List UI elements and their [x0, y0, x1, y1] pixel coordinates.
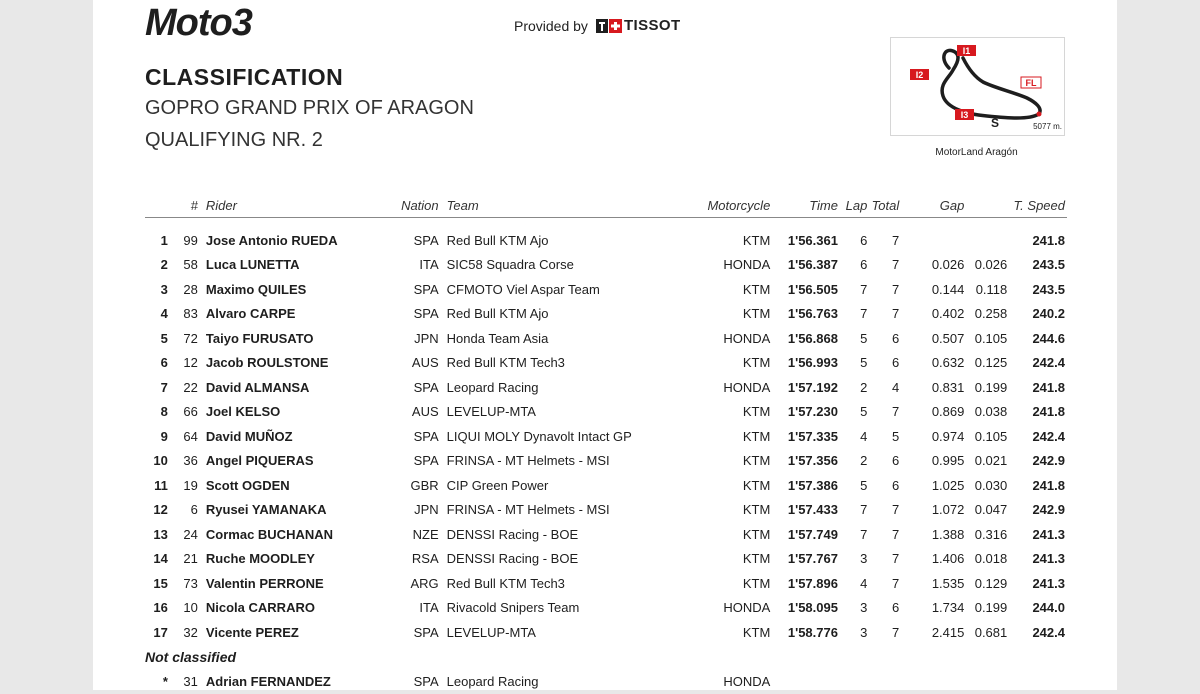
number-cell: 10: [183, 600, 198, 616]
svg-text:I1: I1: [962, 46, 971, 56]
gap-prev-cell: 0.105: [974, 330, 1008, 346]
total-cell: 7: [892, 306, 900, 322]
time-cell: 1'56.361: [787, 232, 838, 248]
motorcycle-cell: KTM: [742, 502, 771, 518]
number-cell: 64: [183, 428, 198, 444]
table-row: [145, 473, 1067, 498]
table-row: [145, 277, 1067, 302]
table-row: [145, 449, 1067, 474]
table-row: [145, 571, 1067, 596]
lap-cell: 5: [860, 477, 868, 493]
time-cell: 1'57.386: [787, 477, 838, 493]
rider-cell: David MUÑOZ: [205, 428, 293, 444]
time-cell: 1'58.776: [787, 624, 838, 640]
classification-table: [145, 193, 1067, 694]
total-cell: 7: [892, 502, 900, 518]
motorcycle-cell: KTM: [742, 232, 771, 248]
team-cell: LEVELUP-MTA: [446, 404, 536, 420]
gap-first-cell: 0.995: [931, 453, 965, 469]
total-cell: 6: [892, 600, 900, 616]
nation-cell: SPA: [413, 232, 439, 248]
motorcycle-cell: KTM: [742, 575, 771, 591]
session-name: QUALIFYING NR. 2: [145, 129, 323, 151]
svg-text:I2: I2: [915, 70, 924, 80]
gap-prev-cell: 0.129: [974, 575, 1008, 591]
gap-first-cell: 0.507: [931, 330, 965, 346]
gap-first-cell: 0.632: [931, 355, 965, 371]
nation-cell: ITA: [419, 600, 439, 616]
gap-first-cell: 1.406: [931, 551, 965, 567]
number-cell: 73: [183, 575, 198, 591]
motorcycle-cell: HONDA: [723, 257, 771, 273]
table-row: [145, 522, 1067, 547]
rider-cell: Nicola CARRARO: [205, 600, 315, 616]
col-team: Team: [441, 193, 681, 218]
gap-first-cell: 1.025: [931, 477, 965, 493]
motorcycle-cell: KTM: [742, 428, 771, 444]
number-cell: 28: [183, 281, 198, 297]
motorcycle-cell: HONDA: [723, 330, 771, 346]
time-cell: 1'57.767: [787, 551, 838, 567]
rider-cell: Luca LUNETTA: [205, 257, 300, 273]
number-cell: 31: [183, 673, 198, 689]
lap-cell: 3: [860, 600, 868, 616]
rider-cell: Maximo QUILES: [205, 281, 307, 297]
total-cell: 7: [892, 404, 900, 420]
lap-cell: 3: [860, 624, 868, 640]
time-cell: 1'57.230: [787, 404, 838, 420]
nation-cell: JPN: [414, 502, 439, 518]
team-cell: DENSSI Racing - BOE: [446, 526, 579, 542]
team-cell: LEVELUP-MTA: [446, 624, 536, 640]
lap-cell: 7: [860, 281, 868, 297]
motorcycle-cell: KTM: [742, 453, 771, 469]
col-time: Time: [772, 193, 840, 218]
gap-prev-cell: 0.047: [974, 502, 1008, 518]
gap-first-cell: 0.026: [931, 257, 965, 273]
number-cell: 83: [183, 306, 198, 322]
col-gap: Gap: [901, 193, 966, 218]
top-speed-cell: 240.2: [1032, 306, 1065, 322]
col-top-speed: T. Speed: [1009, 193, 1067, 218]
rider-cell: Taiyo FURUSATO: [205, 330, 314, 346]
position-cell: 7: [160, 379, 168, 395]
top-speed-cell: 244.6: [1032, 330, 1065, 346]
time-cell: 1'58.095: [787, 600, 838, 616]
svg-text:5077 m.: 5077 m.: [1033, 122, 1062, 131]
lap-cell: 5: [860, 355, 868, 371]
lap-cell: 5: [860, 330, 868, 346]
rider-cell: Scott OGDEN: [205, 477, 290, 493]
time-cell: 1'57.335: [787, 428, 838, 444]
table-row: [145, 424, 1067, 449]
col-number: #: [170, 193, 200, 218]
motorcycle-cell: KTM: [742, 551, 771, 567]
page-title: CLASSIFICATION: [145, 64, 344, 90]
lap-cell: 5: [860, 404, 868, 420]
lap-cell: 2: [860, 379, 868, 395]
nation-cell: SPA: [413, 281, 439, 297]
nation-cell: SPA: [413, 306, 439, 322]
position-cell: 5: [160, 330, 168, 346]
gap-prev-cell: 0.199: [974, 379, 1008, 395]
position-cell: 6: [160, 355, 168, 371]
team-cell: FRINSA - MT Helmets - MSI: [446, 502, 610, 518]
team-cell: Red Bull KTM Ajo: [446, 306, 549, 322]
position-cell: 8: [160, 404, 168, 420]
gap-prev-cell: [966, 228, 1009, 253]
team-cell: Leopard Racing: [446, 379, 539, 395]
gap-prev-cell: 0.199: [974, 600, 1008, 616]
nation-cell: GBR: [410, 477, 439, 493]
rider-cell: Valentin PERRONE: [205, 575, 324, 591]
position-cell: 4: [160, 306, 168, 322]
position-cell: 1: [160, 232, 168, 248]
number-cell: 19: [183, 477, 198, 493]
total-cell: 5: [892, 428, 900, 444]
top-speed-cell: 242.4: [1032, 624, 1065, 640]
gap-prev-cell: 0.026: [974, 257, 1008, 273]
rider-cell: Cormac BUCHANAN: [205, 526, 334, 542]
total-cell: 6: [892, 453, 900, 469]
position-cell: 3: [160, 281, 168, 297]
rider-cell: Angel PIQUERAS: [205, 453, 314, 469]
position-cell: 17: [153, 624, 168, 640]
table-row: [145, 547, 1067, 572]
gap-first-cell: 0.144: [931, 281, 965, 297]
nation-cell: SPA: [413, 673, 439, 689]
time-cell: 1'57.433: [787, 502, 838, 518]
rider-cell: Adrian FERNANDEZ: [205, 673, 331, 689]
nation-cell: AUS: [411, 404, 439, 420]
time-cell: 1'56.505: [787, 281, 838, 297]
team-cell: FRINSA - MT Helmets - MSI: [446, 453, 610, 469]
lap-cell: 7: [860, 526, 868, 542]
gap-prev-cell: 0.118: [975, 281, 1008, 297]
gap-prev-cell: 0.258: [974, 306, 1008, 322]
rider-cell: Jose Antonio RUEDA: [205, 232, 338, 248]
table-row: [145, 228, 1067, 253]
time-cell: 1'56.763: [787, 306, 838, 322]
time-cell: 1'56.387: [787, 257, 838, 273]
number-cell: 6: [190, 502, 198, 518]
total-cell: 7: [892, 526, 900, 542]
gap-first-cell: 1.072: [931, 502, 965, 518]
motorcycle-cell: HONDA: [723, 379, 771, 395]
event-name: GOPRO GRAND PRIX OF ARAGON: [145, 97, 474, 119]
time-cell: 1'57.749: [787, 526, 838, 542]
not-classified-label: Not classified: [145, 648, 237, 665]
total-cell: 6: [892, 330, 900, 346]
nation-cell: SPA: [413, 624, 439, 640]
top-speed-cell: 242.4: [1032, 428, 1065, 444]
gap-prev-cell: 0.030: [974, 477, 1008, 493]
svg-text:FL: FL: [1025, 78, 1037, 88]
gap-first-cell: 2.415: [931, 624, 965, 640]
sponsor-line: [514, 17, 681, 34]
svg-text:Moto3: Moto3: [145, 4, 252, 42]
tissot-logo-icon: [596, 19, 622, 33]
number-cell: 24: [183, 526, 198, 542]
time-cell: 1'57.356: [787, 453, 838, 469]
provided-by-text: Provided by: [514, 17, 588, 34]
lap-cell: 6: [860, 257, 868, 273]
lap-cell: 2: [860, 453, 868, 469]
number-cell: 32: [183, 624, 198, 640]
nation-cell: SPA: [413, 453, 439, 469]
lap-cell: 7: [860, 306, 868, 322]
team-cell: CIP Green Power: [446, 477, 549, 493]
gap-prev-cell: 0.021: [974, 453, 1008, 469]
col-gap-prev: [966, 193, 1009, 218]
gap-prev-cell: 0.681: [974, 624, 1008, 640]
motorcycle-cell: KTM: [742, 404, 771, 420]
top-speed-cell: 242.4: [1032, 355, 1065, 371]
gap-prev-cell: 0.105: [974, 428, 1008, 444]
time-cell: 1'57.192: [787, 379, 838, 395]
lap-cell: 6: [860, 232, 868, 248]
nation-cell: AUS: [411, 355, 439, 371]
top-speed-cell: 241.8: [1032, 379, 1065, 395]
number-cell: 72: [183, 330, 198, 346]
number-cell: 36: [183, 453, 198, 469]
table-row: [145, 596, 1067, 621]
nation-cell: SPA: [413, 379, 439, 395]
nation-cell: ITA: [419, 257, 439, 273]
rider-cell: Ryusei YAMANAKA: [205, 502, 327, 518]
rider-cell: Ruche MOODLEY: [205, 551, 315, 567]
gap-prev-cell: 0.018: [974, 551, 1008, 567]
team-cell: Leopard Racing: [446, 673, 539, 689]
gap-prev-cell: 0.125: [974, 355, 1008, 371]
position-cell: 14: [153, 551, 168, 567]
table-row: [145, 620, 1067, 645]
number-cell: 58: [183, 257, 198, 273]
number-cell: 22: [183, 379, 198, 395]
number-cell: 66: [183, 404, 198, 420]
circuit-map-icon: [891, 38, 1064, 135]
top-speed-cell: 242.9: [1032, 453, 1065, 469]
rider-cell: Jacob ROULSTONE: [205, 355, 329, 371]
total-cell: 7: [892, 257, 900, 273]
top-speed-cell: 241.8: [1032, 404, 1065, 420]
top-speed-cell: 241.8: [1032, 232, 1065, 248]
col-nation: Nation: [387, 193, 441, 218]
nation-cell: JPN: [414, 330, 439, 346]
motorcycle-cell: HONDA: [723, 600, 771, 616]
table-header: [145, 193, 1067, 218]
rider-cell: David ALMANSA: [205, 379, 310, 395]
motorcycle-cell: KTM: [742, 624, 771, 640]
nation-cell: ARG: [410, 575, 439, 591]
col-rider: Rider: [200, 193, 387, 218]
gap-prev-cell: 0.316: [974, 526, 1008, 542]
table-row: [145, 302, 1067, 327]
motorcycle-cell: KTM: [742, 355, 771, 371]
team-cell: Red Bull KTM Tech3: [446, 355, 565, 371]
top-speed-cell: 243.5: [1032, 281, 1065, 297]
position-cell: 11: [154, 477, 168, 493]
nation-cell: SPA: [413, 428, 439, 444]
top-speed-cell: 241.8: [1032, 477, 1065, 493]
top-speed-cell: 241.3: [1032, 551, 1065, 567]
rider-cell: Alvaro CARPE: [205, 306, 296, 322]
position-cell: 12: [153, 502, 168, 518]
gap-first-cell: 0.869: [931, 404, 965, 420]
position-cell: 10: [153, 453, 168, 469]
gap-prev-cell: 0.038: [974, 404, 1008, 420]
not-classified-header: [145, 645, 1067, 670]
position-cell: 13: [153, 526, 168, 542]
total-cell: 6: [892, 355, 900, 371]
total-cell: 6: [892, 477, 900, 493]
total-cell: 7: [892, 575, 900, 591]
svg-text:I3: I3: [960, 110, 969, 120]
gap-first-cell: 1.535: [931, 575, 965, 591]
total-cell: 7: [892, 551, 900, 567]
number-cell: 99: [183, 232, 198, 248]
top-speed-cell: 241.3: [1032, 526, 1065, 542]
table-row: [145, 326, 1067, 351]
total-cell: 4: [892, 379, 900, 395]
team-cell: Red Bull KTM Ajo: [446, 232, 549, 248]
lap-cell: 3: [860, 551, 868, 567]
table-row: [145, 375, 1067, 400]
number-cell: 12: [183, 355, 198, 371]
sponsor-name: TISSOT: [623, 17, 681, 34]
gap-first-cell: 1.388: [931, 526, 965, 542]
table-row: [145, 253, 1067, 278]
rider-cell: Vicente PEREZ: [205, 624, 299, 640]
table-row: [145, 351, 1067, 376]
top-speed-cell: 244.0: [1032, 600, 1065, 616]
team-cell: CFMOTO Viel Aspar Team: [446, 281, 600, 297]
col-lap: Lap: [840, 193, 869, 218]
gap-first-cell: [901, 228, 966, 253]
gap-first-cell: 0.974: [931, 428, 965, 444]
gap-first-cell: 0.402: [931, 306, 965, 322]
motorcycle-cell: KTM: [742, 281, 771, 297]
total-cell: 7: [892, 232, 900, 248]
team-cell: Rivacold Snipers Team: [446, 600, 580, 616]
lap-cell: 4: [860, 575, 868, 591]
motorcycle-cell: KTM: [742, 306, 771, 322]
moto3-logo: [145, 4, 331, 42]
time-cell: 1'56.993: [787, 355, 838, 371]
team-cell: DENSSI Racing - BOE: [446, 551, 579, 567]
position-cell: 9: [160, 428, 168, 444]
col-total: Total: [869, 193, 901, 218]
table-row: [145, 498, 1067, 523]
nation-cell: RSA: [411, 551, 439, 567]
table-row: [145, 400, 1067, 425]
circuit-name: MotorLand Aragón: [935, 147, 1018, 158]
time-cell: 1'57.896: [787, 575, 838, 591]
team-cell: Honda Team Asia: [446, 330, 549, 346]
motorcycle-cell: KTM: [742, 526, 771, 542]
top-speed-cell: 242.9: [1032, 502, 1065, 518]
team-cell: LIQUI MOLY Dynavolt Intact GP: [446, 428, 632, 444]
results-body: [145, 218, 1067, 694]
total-cell: 7: [892, 281, 900, 297]
team-cell: SIC58 Squadra Corse: [446, 257, 574, 273]
position-cell: 16: [153, 600, 168, 616]
motorcycle-cell: KTM: [742, 477, 771, 493]
lap-cell: 7: [860, 502, 868, 518]
number-cell: 21: [183, 551, 198, 567]
rider-cell: Joel KELSO: [205, 404, 281, 420]
gap-first-cell: 0.831: [931, 379, 965, 395]
motorcycle-cell: HONDA: [723, 673, 771, 689]
lap-cell: 4: [860, 428, 868, 444]
results-page: [93, 0, 1117, 690]
svg-text:S: S: [990, 116, 1000, 130]
col-motorcycle: Motorcycle: [681, 193, 773, 218]
position-cell: *: [162, 673, 168, 689]
circuit-map: [890, 37, 1065, 136]
nation-cell: NZE: [412, 526, 439, 542]
total-cell: 7: [892, 624, 900, 640]
position-cell: 15: [153, 575, 168, 591]
time-cell: 1'56.868: [787, 330, 838, 346]
team-cell: Red Bull KTM Tech3: [446, 575, 565, 591]
top-speed-cell: 241.3: [1032, 575, 1065, 591]
col-pos: [145, 193, 170, 218]
top-speed-cell: 243.5: [1032, 257, 1065, 273]
position-cell: 2: [160, 257, 168, 273]
gap-first-cell: 1.734: [931, 600, 965, 616]
